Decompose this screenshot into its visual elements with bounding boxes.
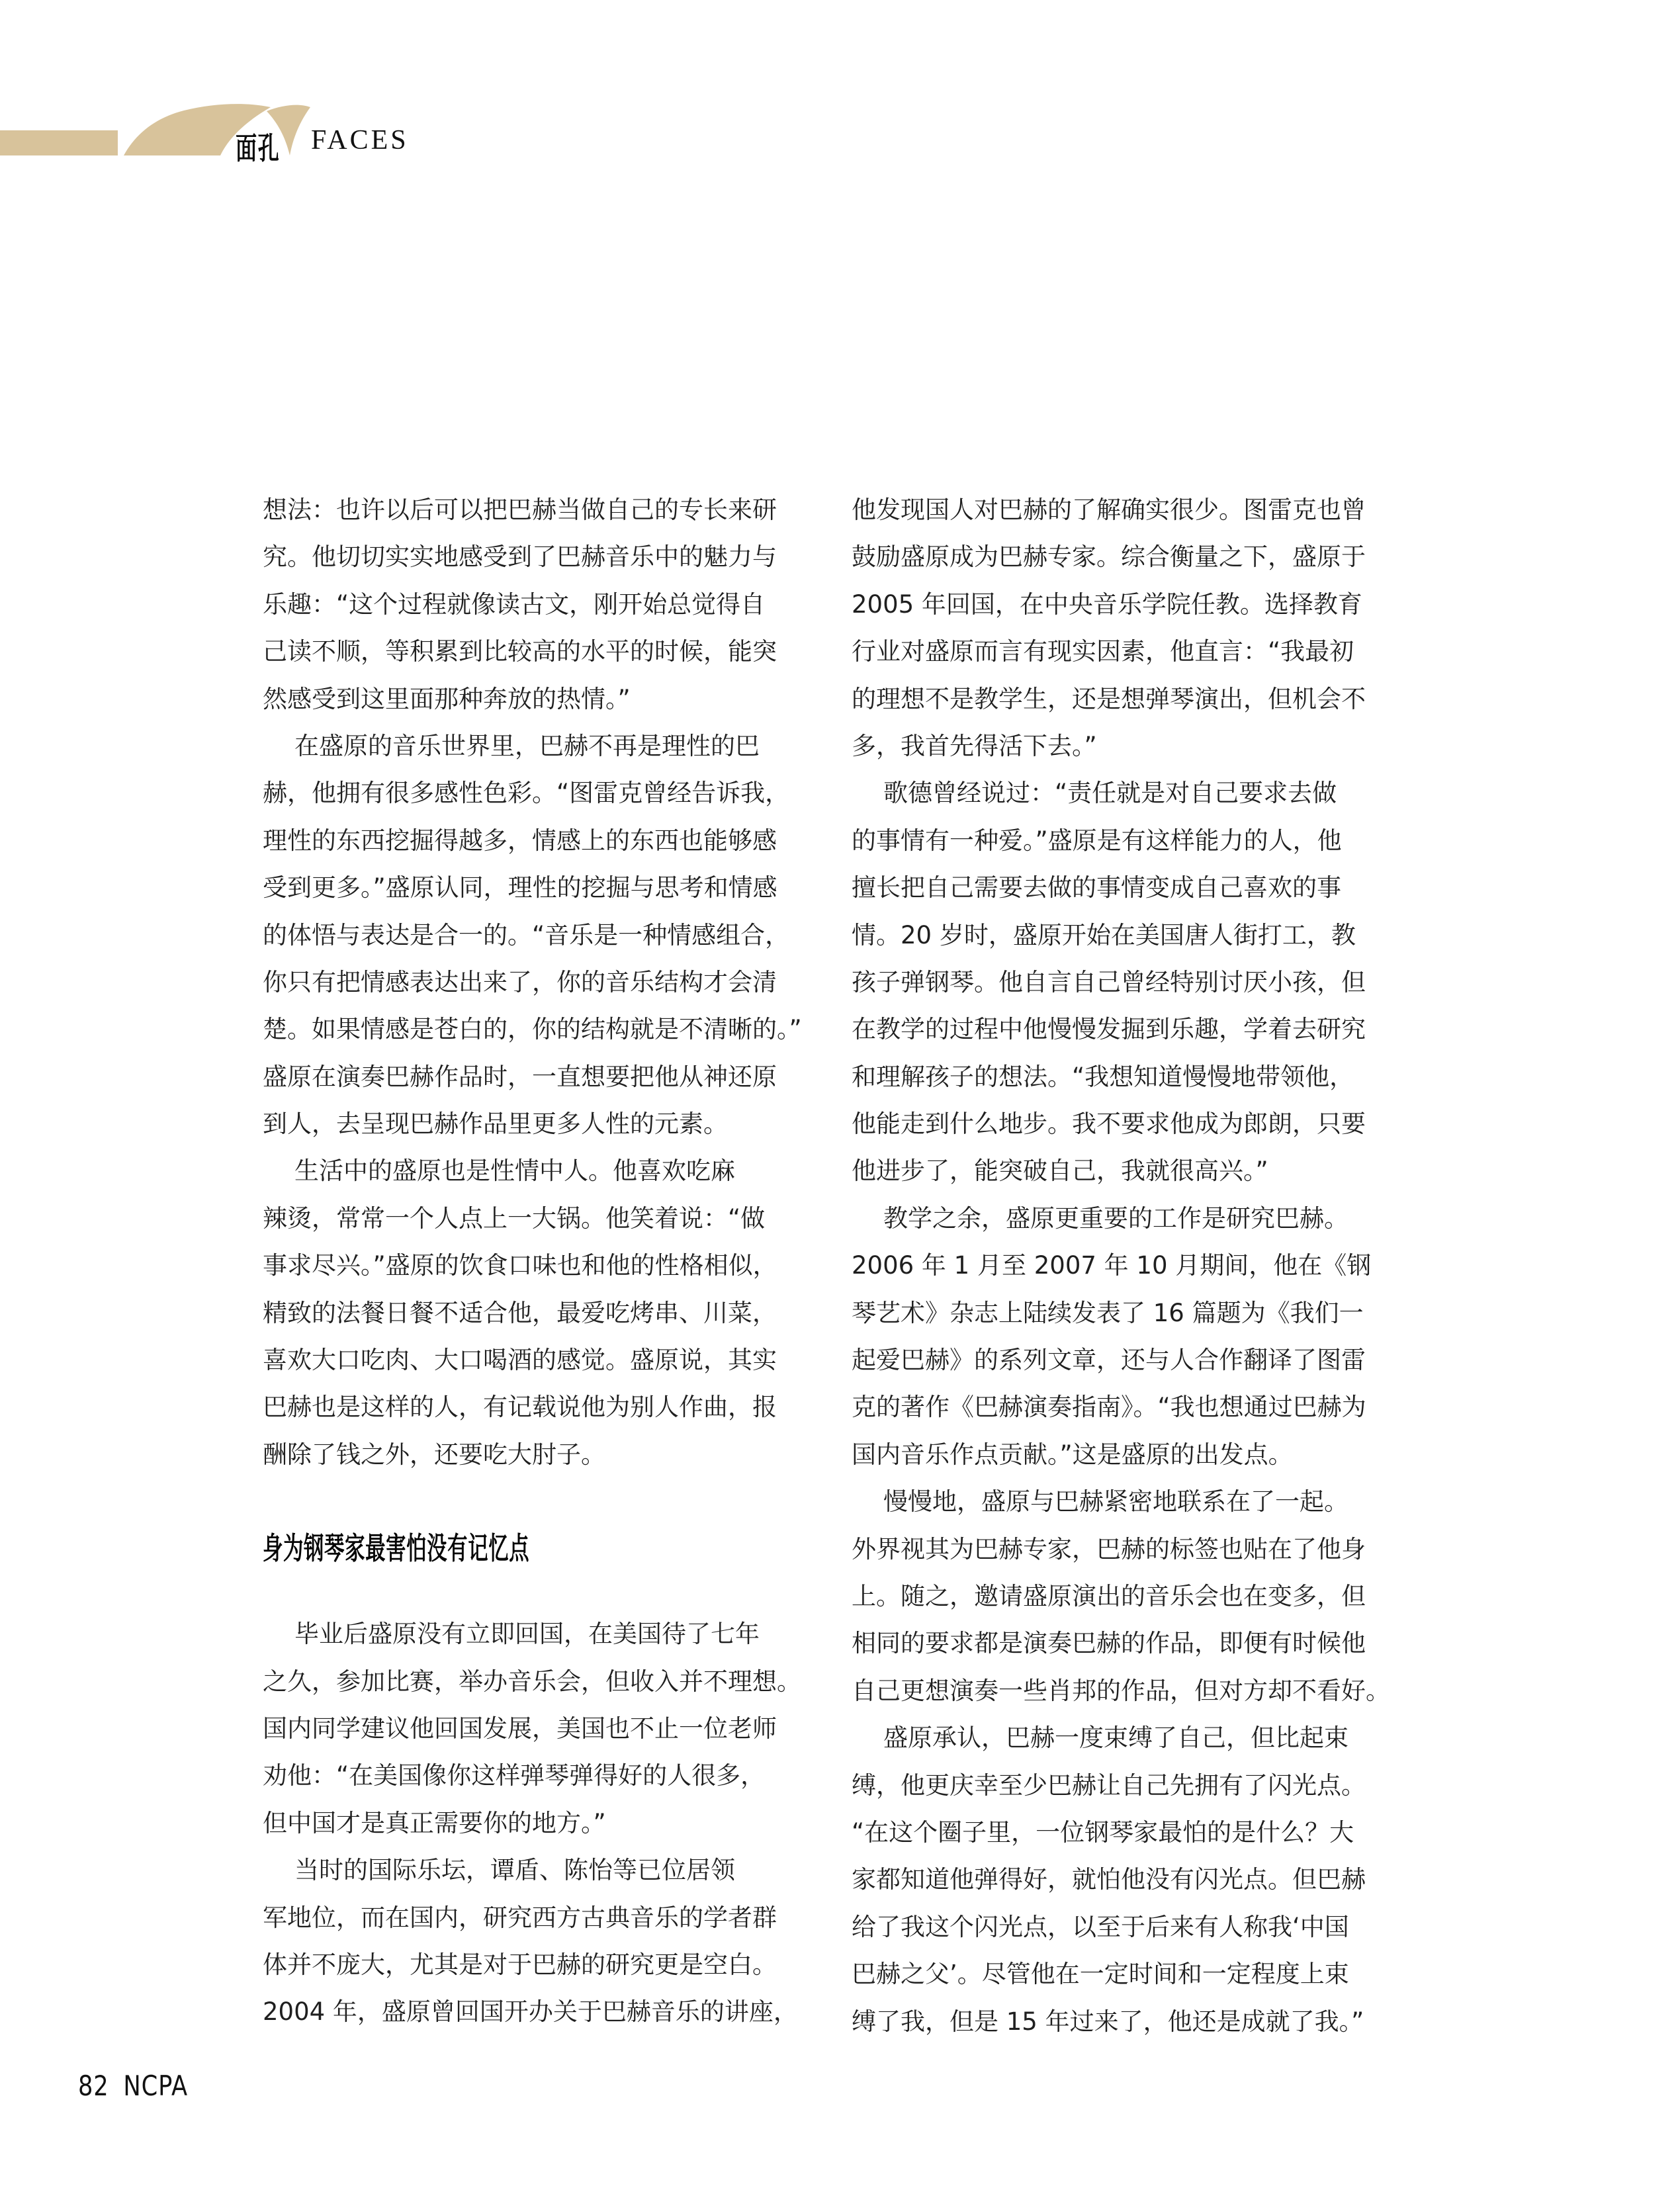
text-line: 理性的东西挖掘得越多，情感上的东西也能够感 [263,826,777,855]
text-line: 和理解孩子的想法。“我想知道慢慢地带领他， [852,1062,1354,1091]
text-line: 他发现国人对巴赫的了解确实很少。图雷克也曾 [852,496,1366,524]
section-swoosh-graphic [0,99,344,159]
text-line: 究。他切切实实地感受到了巴赫音乐中的魅力与 [263,543,777,572]
text-line: 外界视其为巴赫专家，巴赫的标签也贴在了他身 [852,1534,1366,1563]
text-line: 自己更想演奏一些肖邦的作品，但对方却不看好。 [852,1676,1390,1705]
text-line: 教学之余，盛原更重要的工作是研究巴赫。 [883,1203,1348,1233]
text-line: 劝他：“在美国像你这样弹琴弹得好的人很多， [263,1761,766,1790]
text-line: 军地位，而在国内，研究西方古典音乐的学者群 [263,1903,777,1932]
text-line: 给了我这个闪光点，以至于后来有人称我‘中国 [852,1912,1349,1941]
text-line: 酬除了钱之外，还要吃大肘子。 [263,1440,605,1469]
magazine-name: NCPA [123,2070,188,2102]
text-line: 喜欢大口吃肉、大口喝酒的感觉。盛原说，其实 [263,1346,777,1375]
text-line: 孩子弹钢琴。他自言自己曾经特别讨厌小孩，但 [852,967,1366,996]
left-column-text-block-1 [263,486,822,1478]
text-line: 国内同学建议他回国发展，美国也不止一位老师 [263,1714,777,1743]
text-line: 受到更多。”盛原认同，理性的挖掘与思考和情感 [263,873,777,902]
text-line: 克的著作《巴赫演奏指南》。“我也想通过巴赫为 [852,1393,1366,1422]
article-subheading [263,1478,822,1610]
text-line: 擅长把自己需要去做的事情变成自己喜欢的事 [852,873,1341,902]
text-line: 相同的要求都是演奏巴赫的作品，即便有时候他 [852,1629,1366,1658]
text-line: 的体悟与表达是合一的。“音乐是一种情感组合， [263,920,790,949]
text-line: 慢慢地，盛原与巴赫紧密地联系在了一起。 [883,1487,1348,1516]
text-line: “在这个圈子里，一位钢琴家最怕的是什么？大 [852,1817,1354,1847]
text-line: 国内音乐作点贡献。”这是盛原的出发点。 [852,1440,1293,1469]
text-line: 在盛原的音乐世界里，巴赫不再是理性的巴 [294,731,760,760]
article-left-column [263,486,822,2036]
text-line: 缚了我，但是 15 年过来了，他还是成就了我。” [852,2007,1364,2036]
left-column-text-block-2 [263,1610,822,2036]
text-line: 生活中的盛原也是性情中人。他喜欢吃麻 [294,1157,735,1186]
text-line: 上。随之，邀请盛原演出的音乐会也在变多，但 [852,1581,1366,1610]
text-line: 赫，他拥有很多感性色彩。“图雷克曾经告诉我， [263,779,790,808]
text-line: 盛原承认，巴赫一度束缚了自己，但比起束 [883,1724,1348,1753]
text-line: 2005 年回国，在中央音乐学院任教。选择教育 [852,590,1362,619]
text-line: 他进步了，能突破自己，我就很高兴。” [852,1157,1268,1186]
text-line: 起爱巴赫》的系列文章，还与人合作翻译了图雷 [852,1346,1366,1375]
text-line: 琴艺术》杂志上陆续发表了 16 篇题为《我们一 [852,1298,1364,1327]
text-line: 毕业后盛原没有立即回国，在美国待了七年 [294,1620,760,1649]
text-line: 在教学的过程中他慢慢发掘到乐趣，学着去研究 [852,1015,1366,1044]
text-line: 家都知道他弹得好，就怕他没有闪光点。但巴赫 [852,1865,1366,1894]
text-line: 你只有把情感表达出来了，你的音乐结构才会清 [263,967,777,996]
right-column-text-block [852,486,1411,2045]
text-line: 体并不庞大，尤其是对于巴赫的研究更是空白。 [263,1950,777,1979]
accent-bar [0,130,118,155]
text-line: 2006 年 1 月至 2007 年 10 月期间，他在《钢 [852,1251,1372,1280]
article-subheading-text: 身为钢琴家最害怕没有记忆点 [263,1530,530,1567]
article-right-column [852,486,1411,2045]
text-line: 然感受到这里面那种奔放的热情。” [263,684,631,713]
text-line: 多，我首先得活下去。” [852,731,1097,760]
text-line: 2004 年，盛原曾回国开办关于巴赫音乐的讲座， [263,1997,798,2027]
text-line: 他能走到什么地步。我不要求他成为郎朗，只要 [852,1110,1366,1139]
text-line: 事求尽兴。”盛原的饮食口味也和他的性格相似， [263,1251,777,1280]
page-number: 82 [78,2070,109,2102]
text-line: 楚。如果情感是苍白的，你的结构就是不清晰的。” [263,1015,802,1044]
text-line: 想法：也许以后可以把巴赫当做自己的专长来研 [263,496,777,524]
text-line: 行业对盛原而言有现实因素，他直言：“我最初 [852,637,1354,666]
text-line: 乐趣：“这个过程就像读古文，刚开始总觉得自 [263,590,766,619]
section-title-en: FACES [311,125,409,155]
text-line: 盛原在演奏巴赫作品时，一直想要把他从神还原 [263,1062,777,1091]
section-title-cn: 面孔 [236,130,281,166]
text-line: 但中国才是真正需要你的地方。” [263,1808,606,1837]
text-line: 到人，去呈现巴赫作品里更多人性的元素。 [263,1110,728,1139]
text-line: 巴赫之父’。尽管他在一定时间和一定程度上束 [852,1960,1349,1989]
text-line: 之久，参加比赛，举办音乐会，但收入并不理想。 [263,1667,801,1696]
text-line: 情。20 岁时，盛原开始在美国唐人街打工，教 [852,920,1356,949]
text-line: 巴赫也是这样的人，有记载说他为别人作曲，报 [263,1393,777,1422]
text-line: 当时的国际乐坛，谭盾、陈怡等已位居领 [294,1856,735,1885]
text-line: 辣烫，常常一个人点上一大锅。他笑着说：“做 [263,1203,766,1233]
text-line: 的理想不是教学生，还是想弹琴演出，但机会不 [852,684,1366,713]
text-line: 精致的法餐日餐不适合他，最爱吃烤串、川菜， [263,1298,777,1327]
text-line: 己读不顺，等积累到比较高的水平的时候，能突 [263,637,777,666]
text-line: 鼓励盛原成为巴赫专家。综合衡量之下，盛原于 [852,543,1366,572]
text-line: 的事情有一种爱。”盛原是有这样能力的人，他 [852,826,1342,855]
page-folio [78,2070,188,2102]
text-line: 缚，他更庆幸至少巴赫让自己先拥有了闪光点。 [852,1771,1366,1800]
text-line: 歌德曾经说过：“责任就是对自己要求去做 [883,779,1337,808]
